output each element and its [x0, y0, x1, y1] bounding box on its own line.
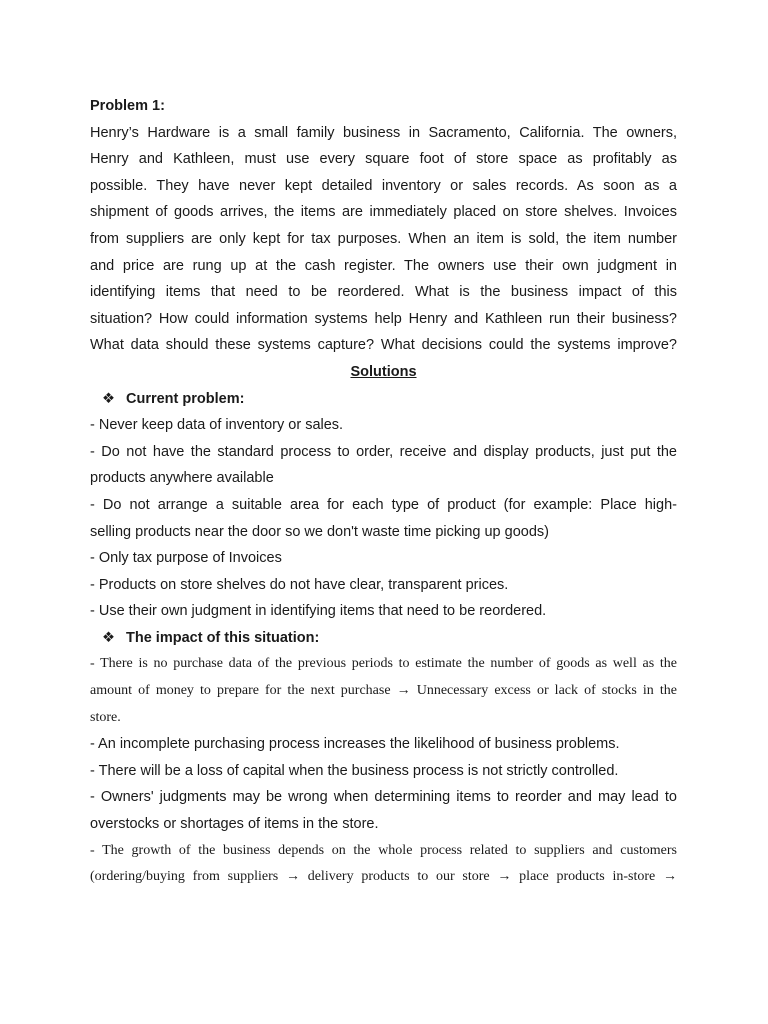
impact-line: amount of money to prepare for the next purchase → Unnecessary excess or lack of stocks in the — [90, 683, 677, 699]
problem-text-line: and price are rung up at the cash register. The owners use their own judgment in — [90, 257, 677, 274]
problem-text-line: What data should these systems capture? What decisions could the systems improve? — [90, 337, 677, 354]
current-problem-line: - Use their own judgment in identifying items that need to be reordered. — [90, 603, 547, 620]
current-problem-line: - Do not have the standard process to order, receive and display products, just put the — [90, 443, 677, 460]
problem-title: Problem 1: — [90, 98, 165, 114]
impact-heading-text: The impact of this situation: — [126, 629, 320, 646]
solutions-heading — [90, 359, 677, 386]
current-problem-line: - Never keep data of inventory or sales. — [90, 417, 344, 434]
diamond-bullet-icon: ❖ — [102, 390, 115, 407]
solutions-heading-text: Solutions — [350, 363, 417, 380]
problem-text-line: Henry’s Hardware is a small family business in Sacramento, California. The owners, — [90, 124, 677, 141]
impact-line: - The growth of the business depends on the whole process related to suppliers and customers — [90, 842, 677, 858]
current-problem-line: selling products near the door so we don't waste time picking up goods) — [90, 523, 549, 540]
impact-heading — [90, 625, 677, 652]
impact-line: - Owners' judgments may be wrong when determining items to reorder and may lead to — [90, 789, 677, 806]
current-problem-heading-text: Current problem: — [126, 390, 245, 407]
current-problem-line: - Do not arrange a suitable area for each type of product (for example: Place high- — [90, 496, 677, 513]
document-page — [90, 93, 677, 891]
impact-line: store. — [90, 709, 121, 725]
current-problem-line: products anywhere available — [90, 470, 274, 487]
problem-text-line: shipment of goods arrives, the items are immediately placed on store shelves. Invoices — [90, 204, 677, 221]
current-problem-line: - Products on store shelves do not have clear, transparent prices. — [90, 576, 509, 593]
impact-line: - There is no purchase data of the previous periods to estimate the number of goods as well as the — [90, 656, 677, 672]
impact-line: - There will be a loss of capital when the business process is not strictly controlled. — [90, 762, 619, 779]
problem-text-line: Henry and Kathleen, must use every square foot of store space as profitably as — [90, 151, 677, 168]
impact-line: (ordering/buying from suppliers → delivery products to our store → place products in-store → — [90, 869, 677, 885]
current-problem-line: - Only tax purpose of Invoices — [90, 550, 282, 567]
problem-text-line: situation? How could information systems help Henry and Kathleen run their business? — [90, 310, 677, 327]
problem-text-line: possible. They have never kept detailed inventory or sales records. As soon as a — [90, 177, 677, 194]
problem-text-line: from suppliers are only kept for tax purposes. When an item is sold, the item number — [90, 230, 677, 247]
impact-line: - An incomplete purchasing process increases the likelihood of business problems. — [90, 736, 620, 753]
current-problem-heading — [90, 386, 677, 413]
diamond-bullet-icon: ❖ — [102, 629, 115, 646]
impact-line: overstocks or shortages of items in the store. — [90, 816, 379, 833]
problem-text-line: identifying items that need to be reordered. What is the business impact of this — [90, 284, 677, 301]
